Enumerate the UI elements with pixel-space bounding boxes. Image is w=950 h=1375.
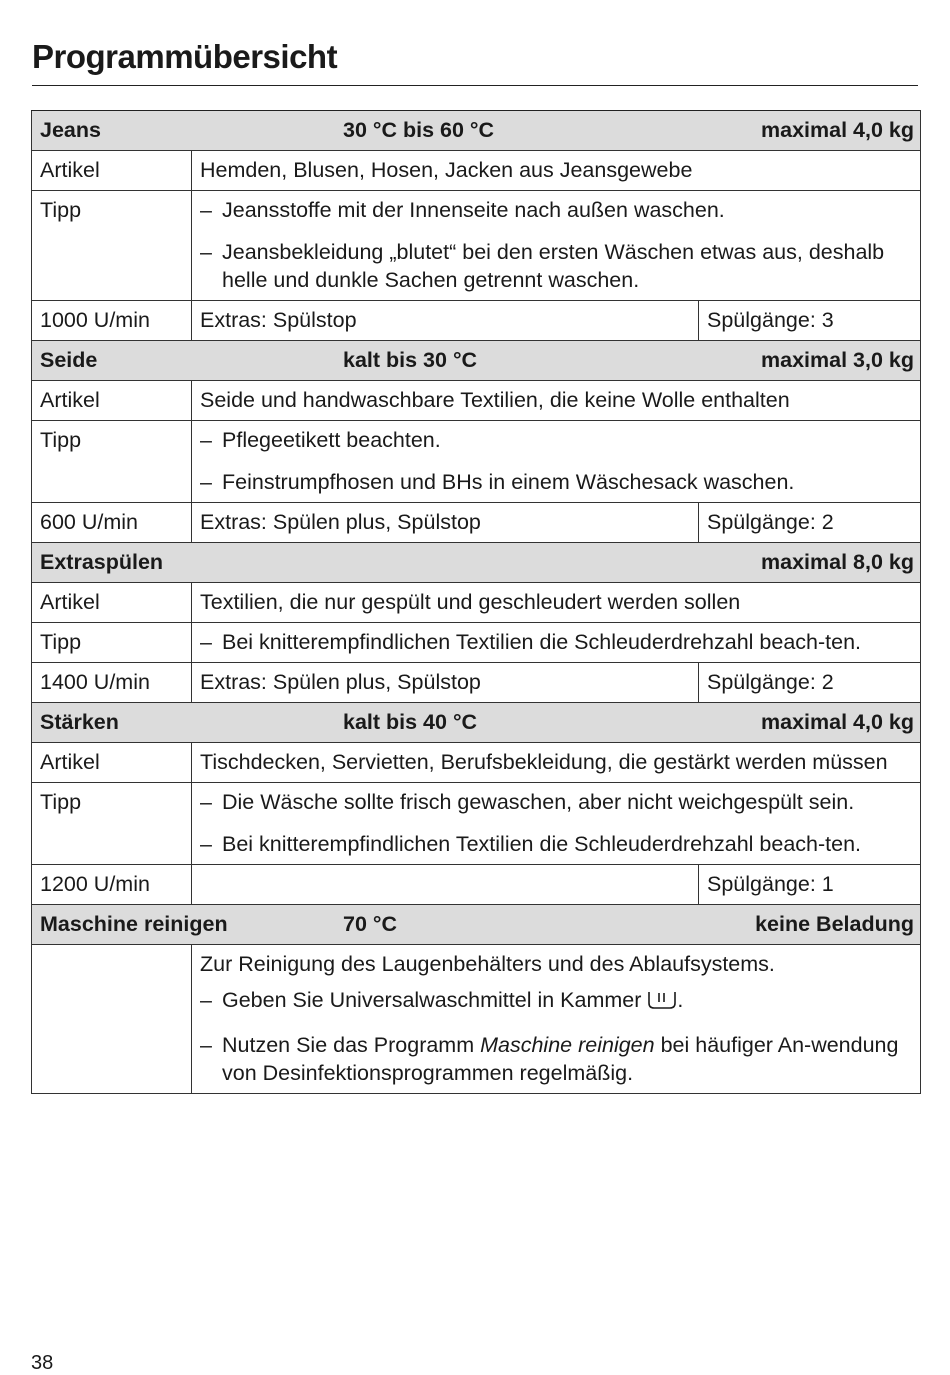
program-temperature: kalt bis 40 °C bbox=[343, 710, 478, 734]
spin-speed: 600 U/min bbox=[32, 503, 192, 543]
spin-speed: 1000 U/min bbox=[32, 301, 192, 341]
program-max-load: maximal 4,0 kg bbox=[761, 710, 914, 734]
artikel-row bbox=[32, 381, 921, 421]
program-max-load: maximal 3,0 kg bbox=[761, 348, 914, 372]
extras: Extras: Spülen plus, Spülstop bbox=[192, 663, 699, 703]
program-max-load: maximal 8,0 kg bbox=[761, 550, 914, 574]
program-temperature: 30 °C bis 60 °C bbox=[343, 118, 495, 142]
program-name: Maschine reinigen bbox=[40, 912, 228, 936]
extras: Extras: Spülen plus, Spülstop bbox=[192, 503, 699, 543]
program-max-load: keine Beladung bbox=[755, 912, 914, 936]
tipp-item: – Jeansstoffe mit der Innenseite nach außen waschen. bbox=[200, 198, 725, 222]
program-name: Jeans bbox=[40, 118, 101, 142]
row-label: Tipp bbox=[32, 623, 192, 663]
page-title: Programmübersicht bbox=[32, 38, 338, 75]
artikel-row bbox=[32, 743, 921, 783]
rinse-count: Spülgänge: 3 bbox=[699, 301, 921, 341]
artikel-row bbox=[32, 151, 921, 191]
tipp-item: – Bei knitterempfindlichen Textilien die Schleuderdrehzahl beach-ten. bbox=[200, 630, 862, 654]
tipp-row bbox=[32, 783, 921, 865]
rinse-count: Spülgänge: 2 bbox=[699, 663, 921, 703]
row-label: Artikel bbox=[32, 381, 192, 421]
tipp-row bbox=[32, 191, 921, 301]
row-label: Artikel bbox=[32, 743, 192, 783]
cleaning-step: – Nutzen Sie das Programm Maschine reinigen bei häufiger An-wendung von Desinfektionsprogrammen regelmäßig. bbox=[200, 1033, 899, 1085]
detergent-compartment-icon bbox=[647, 989, 677, 1017]
program-temperature: 70 °C bbox=[343, 912, 398, 936]
artikel-text: Tischdecken, Servietten, Berufsbekleidung, die gestärkt werden müssen bbox=[192, 743, 921, 783]
tipp-row bbox=[32, 421, 921, 503]
tipp-item: – Die Wäsche sollte frisch gewaschen, aber nicht weichgespült sein. bbox=[200, 790, 855, 814]
program-header-seide bbox=[32, 341, 921, 381]
program-header-extraspuelen bbox=[32, 543, 921, 583]
program-name: Extraspülen bbox=[40, 550, 164, 574]
rinse-count: Spülgänge: 2 bbox=[699, 503, 921, 543]
artikel-row bbox=[32, 583, 921, 623]
spin-row bbox=[32, 663, 921, 703]
program-table bbox=[31, 110, 921, 1094]
program-max-load: maximal 4,0 kg bbox=[761, 118, 914, 142]
tipp-item: – Feinstrumpfhosen und BHs in einem Wäschesack waschen. bbox=[200, 470, 795, 494]
tipp-item: – Bei knitterempfindlichen Textilien die Schleuderdrehzahl beach-ten. bbox=[200, 832, 862, 856]
program-name: Seide bbox=[40, 348, 98, 372]
program-header-jeans bbox=[32, 111, 921, 151]
cleaning-intro: Zur Reinigung des Laugenbehälters und des Ablaufsystems. bbox=[200, 952, 775, 976]
spin-row bbox=[32, 865, 921, 905]
tipp-item: – Jeansbekleidung „blutet“ bei den ersten Wäschen etwas aus, deshalb helle und dunkle Sachen getrennt waschen. bbox=[200, 240, 885, 292]
row-label: Artikel bbox=[32, 151, 192, 191]
program-name: Stärken bbox=[40, 710, 119, 734]
program-name-emphasis: Maschine reinigen bbox=[480, 1033, 655, 1057]
cleaning-step: – Geben Sie Universalwaschmittel in Kammer . bbox=[200, 986, 912, 1017]
title-divider bbox=[32, 85, 918, 86]
empty-label-cell bbox=[32, 945, 192, 1094]
artikel-text: Hemden, Blusen, Hosen, Jacken aus Jeansgewebe bbox=[192, 151, 921, 191]
spin-speed: 1400 U/min bbox=[32, 663, 192, 703]
program-header-maschine-reinigen bbox=[32, 905, 921, 945]
program-temperature: kalt bis 30 °C bbox=[343, 348, 478, 372]
row-label: Artikel bbox=[32, 583, 192, 623]
artikel-text: Textilien, die nur gespült und geschleudert werden sollen bbox=[192, 583, 921, 623]
cleaning-row bbox=[32, 945, 921, 1094]
row-label: Tipp bbox=[32, 191, 192, 301]
row-label: Tipp bbox=[32, 783, 192, 865]
page-number: 38 bbox=[31, 1352, 54, 1374]
program-header-staerken bbox=[32, 703, 921, 743]
rinse-count: Spülgänge: 1 bbox=[699, 865, 921, 905]
artikel-text: Seide und handwaschbare Textilien, die keine Wolle enthalten bbox=[192, 381, 921, 421]
extras bbox=[192, 865, 699, 905]
tipp-row bbox=[32, 623, 921, 663]
spin-row bbox=[32, 301, 921, 341]
extras: Extras: Spülstop bbox=[192, 301, 699, 341]
spin-speed: 1200 U/min bbox=[32, 865, 192, 905]
row-label: Tipp bbox=[32, 421, 192, 503]
tipp-item: – Pflegeetikett beachten. bbox=[200, 428, 441, 452]
spin-row bbox=[32, 503, 921, 543]
